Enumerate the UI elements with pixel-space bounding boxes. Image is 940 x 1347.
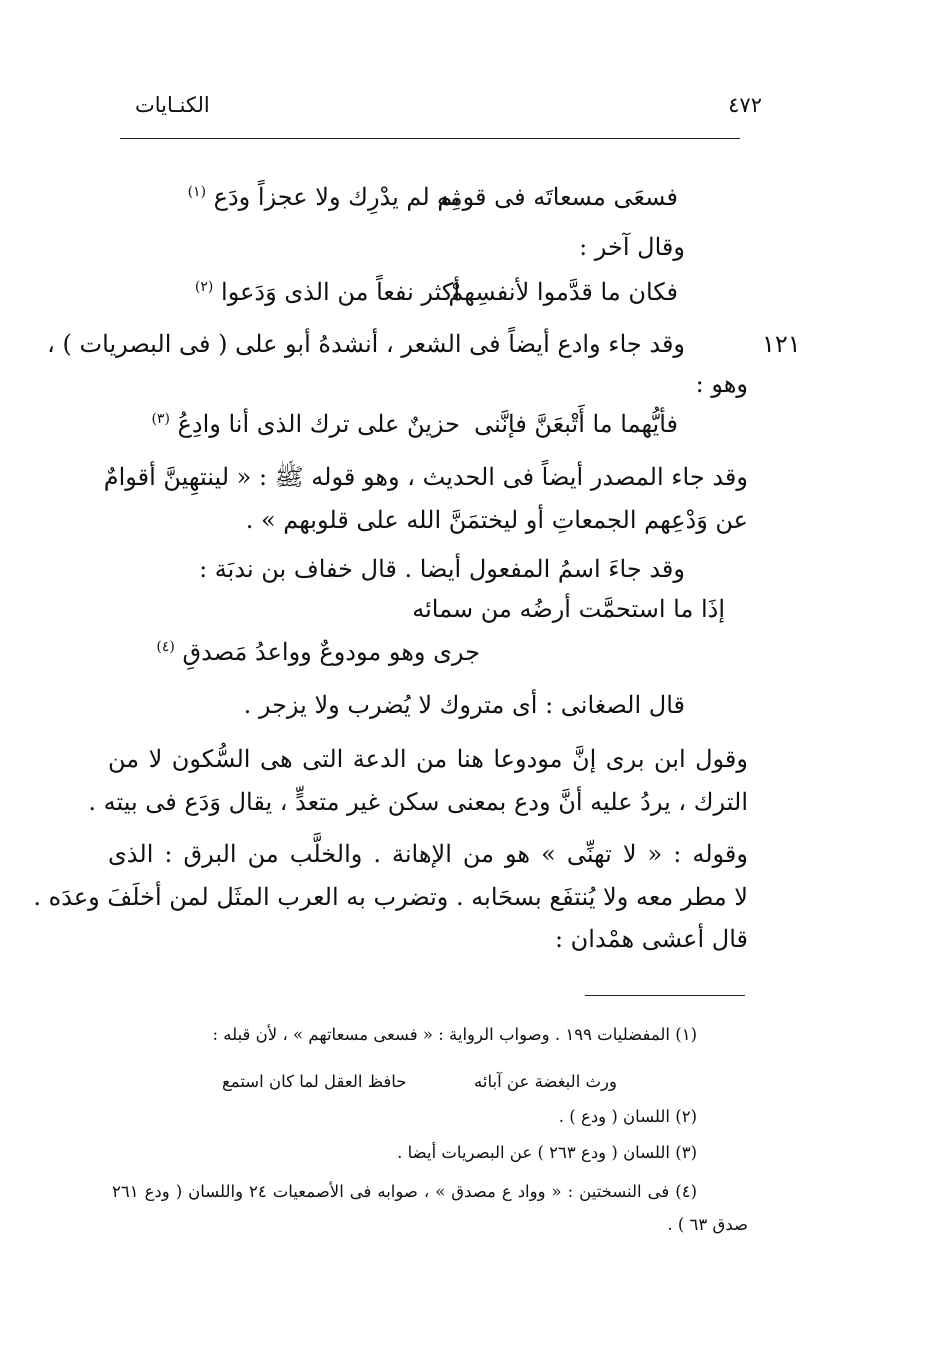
footnote-2: (٢) اللسان ( ودع ) . (558, 1107, 697, 1126)
para1-line2: وهو : (695, 370, 748, 398)
verse2-right-hemistich: فكان ما قدَّموا لأنفسِهمْ (448, 278, 678, 306)
line-qala-akhar: وقال آخر : (579, 233, 685, 261)
para3-line1: وقد جاءَ اسمُ المفعول أيضا . قال خفاف بن ندبَة : (199, 555, 685, 583)
verse3-right-hemistich: فأيُّهما ما أَتْبعَنَّ فإنَّنى (474, 410, 678, 438)
verse4-line2: جرى وهو مودوعٌ وواعدُ مَصدقِ $^{(٤)}$ (156, 638, 480, 666)
para5-line2: الترك ، يردُ عليه أنَّ ودع بمعنى سكن غير متعدٍّ ، يقال وَدَع فى بيته . (88, 788, 748, 816)
verse2-left-hemistich: أكثر نفعاً من الذى وَدَعوا $^{(٢)}$ (194, 278, 460, 306)
verse1-right-hemistich: فسعَى مسعاتَه فى قومِه (436, 183, 678, 211)
para6-line2: لا مطر معه ولا يُنتفَع بسحَابه . وتضرب به العرب المثَل لمن أخلَفَ وعدَه . (33, 883, 748, 911)
footnote-ref-2: (٢) (194, 279, 214, 295)
footnote-ref-4: (٤) (156, 639, 175, 655)
footnote-4-line2: صدق ٦٣ ) . (667, 1215, 748, 1234)
para2-line2: عن وَدْعِهم الجمعاتِ أو ليختمَنَّ الله على قلوبهم » . (245, 506, 748, 534)
para4-line1: قال الصغانى : أى متروك لا يُضرب ولا يزجر . (243, 691, 685, 719)
para5-line1: وقول ابن برى إنَّ مودوعا هنا من الدعة التى هى السُّكون لا من (108, 745, 748, 773)
footnote-1-verse-right: ورث البغضة عن آبائه (474, 1072, 617, 1091)
header-rule (120, 138, 740, 139)
margin-section-number: ١٢١ (762, 330, 801, 358)
footnote-4-line1: (٤) فى النسختين : « وواد ع مصدق » ، صوابه فى الأصمعيات ٢٤ واللسان ( ودع ٢٦١ (112, 1182, 697, 1201)
running-title: الكنـايات (135, 93, 210, 117)
footnote-1: (١) المفضليات ١٩٩ . وصواب الرواية : « فسعى مسعاتهم » ، لأن قبله : (212, 1025, 697, 1044)
footnote-ref-3: (٣) (151, 411, 170, 427)
footnote-ref-1: (١) (187, 184, 207, 200)
verse4-line1: إذَا ما استحمَّت أرضُه من سمائه (412, 595, 725, 623)
para2-line1: وقد جاء المصدر أيضاً فى الحديث ، وهو قوله ﷺ : « لينتهِينَّ أقوامٌ (103, 463, 748, 491)
para6-line1: وقوله : « لا تهنِّى » هو من الإهانة . والخلَّب من البرق : الذى (108, 840, 748, 868)
para1-line1: وقد جاء وادع أيضاً فى الشعر ، أنشدهُ أبو على ( فى البصريات ) ، (47, 330, 685, 358)
footnote-1-verse-left: حافظ العقل لما كان استمع (222, 1072, 407, 1091)
footnote-separator (585, 995, 745, 996)
footnote-3: (٣) اللسان ( ودع ٢٦٣ ) عن البصريات أيضا . (397, 1143, 697, 1162)
page-number: ٤٧٢ (728, 93, 762, 117)
para6-line3: قال أعشى همْدان : (554, 925, 748, 953)
verse3-left-hemistich: حزينٌ على ترك الذى أنا وادِعُ $^{(٣)}$ (151, 410, 460, 438)
verse1-left-hemistich: ثم لم يدْرِك ولا عجزاً ودَع $^{(١)}$ (187, 183, 460, 211)
